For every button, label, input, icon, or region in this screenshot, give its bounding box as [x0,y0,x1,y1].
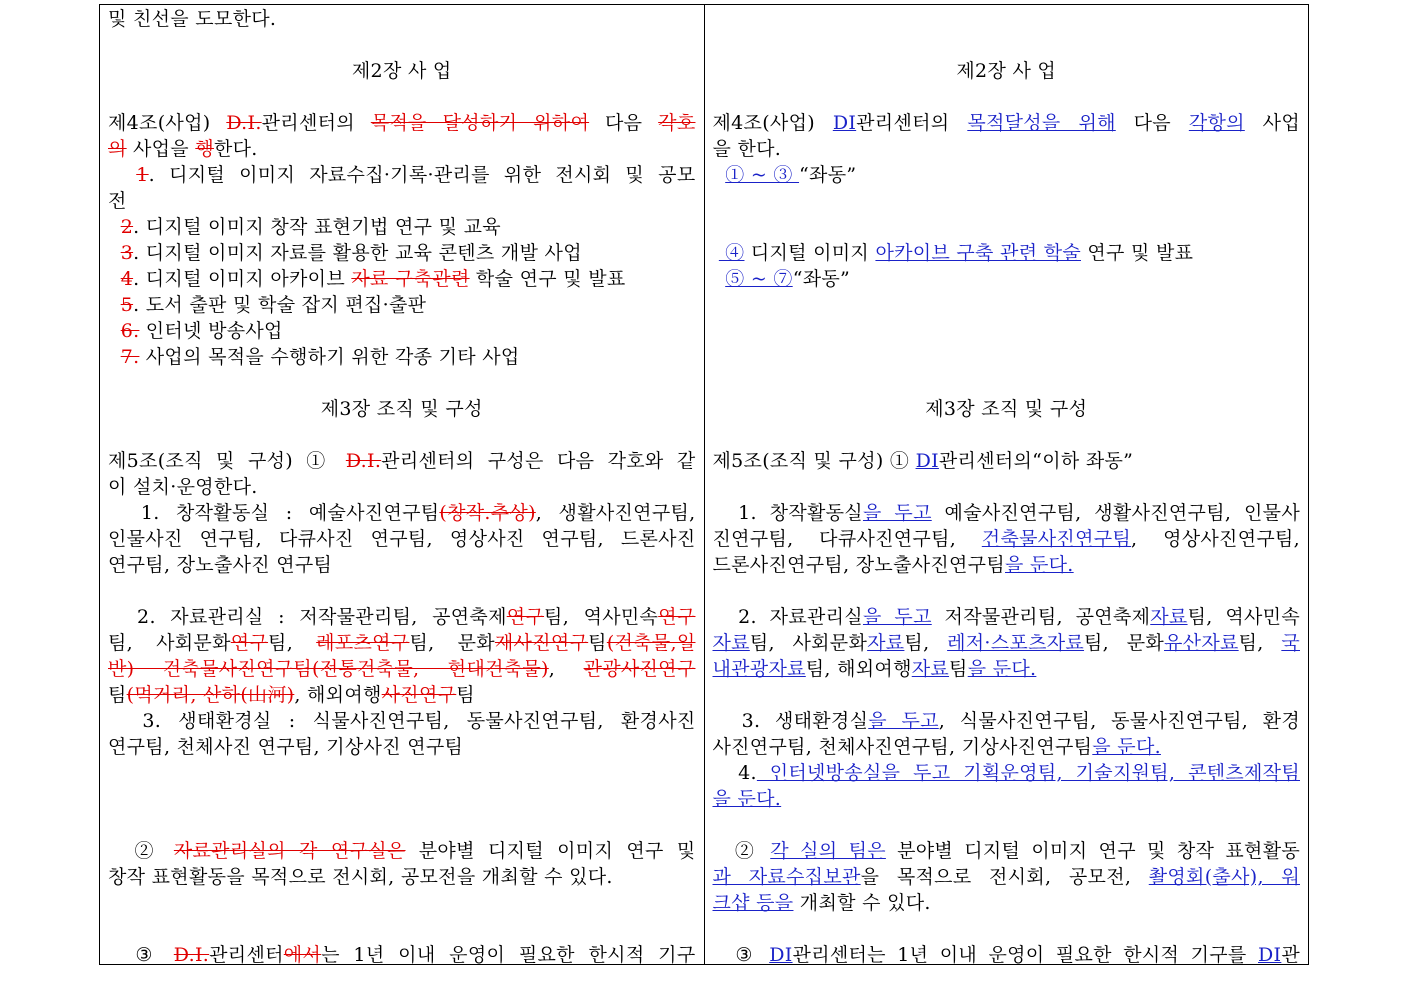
right-text-line [713,838,1301,864]
text-segment: 2. 자료관리실 [712,606,863,628]
text-segment: , 영상사진연구팀, [1131,528,1300,550]
text-segment: 사업 [1244,112,1300,134]
deleted-text: 행 [195,138,214,160]
left-text-line [108,240,696,266]
left-text-line [108,552,696,578]
text-segment: 관리센터의 [261,112,371,134]
text-segment: 1. 창작활동실 : 예술사진연구팀 [108,502,440,524]
text-segment [108,294,121,316]
text-segment: 2. 자료관리실 : 저작물관리팀, 공연축제 [108,606,507,628]
left-text-line [108,58,696,84]
text-segment: 을 목적으로 전시회, 공모전, [860,866,1149,888]
text-segment: 제2장 사 업 [956,60,1057,82]
inserted-text: 레저·스포츠자료 [947,632,1085,654]
text-segment: 연구팀, 장노출사진 연구팀 [108,554,333,576]
inserted-text: 자료 [867,632,905,654]
text-segment: ③ [108,944,174,964]
inserted-text: 유산자료 [1164,632,1239,654]
left-text-line [108,110,696,136]
inserted-text: DI [1258,944,1282,964]
text-segment: 팀, 역사민속 [1187,606,1300,628]
text-segment [108,164,136,186]
text-segment: 연구 및 발표 [1081,242,1194,264]
text-segment: 관리센터는 1년 이내 운영이 필요한 한시적 기구를 [792,944,1258,964]
inserted-text: 건축물사진연구팀 [981,528,1132,550]
text-segment [108,268,121,290]
revised-text-column [705,5,1309,964]
text-segment: 팀, 해외여행 [805,658,912,680]
deleted-text: 2 [120,216,134,238]
text-segment: 연구팀, 천체사진 연구팀, 기상사진 연구팀 [108,736,464,758]
text-segment: 제3장 조직 및 구성 [320,398,483,420]
deleted-text: 반) 건축물사진연구팀(전통건축물, 현대건축물) [108,658,549,680]
right-text-line [713,266,1301,292]
text-segment: ③ [712,944,770,964]
deleted-text: 3 [120,242,134,264]
text-segment: 는 1년 이내 운영이 필요한 한시적 기구 [321,944,696,964]
left-text-line [108,526,696,552]
text-segment: 디지털 이미지 [744,242,876,264]
deleted-text: 연구 [230,632,269,654]
inserted-text: 을 둔다. [1092,736,1161,758]
left-text-line [108,708,696,734]
text-segment [108,320,121,342]
text-segment: 팀, 문화 [1084,632,1165,654]
right-text-line [713,552,1301,578]
inserted-text: 자료 [712,632,750,654]
text-segment: “좌동” [799,164,857,186]
text-segment: 제2장 사 업 [351,60,452,82]
text-segment: , 해외여행 [294,684,382,706]
deleted-text: 6. [120,320,140,342]
inserted-text: DI [832,112,857,134]
right-text-line [713,240,1301,266]
text-segment: 진연구팀, 다큐사진연구팀, [712,528,982,550]
inserted-text: 과 자료수집보관 [712,866,861,888]
deleted-text: 연구 [658,606,696,628]
inserted-text: 크샵 등을 [712,892,794,914]
left-text-line [108,266,696,292]
right-text-line [713,136,1301,162]
text-segment: 팀 [108,684,127,706]
left-text-line [108,188,696,214]
text-segment: 관 [1281,944,1300,964]
deleted-text: 사진연구 [381,684,457,706]
right-text-line [713,162,1301,188]
right-text-line [713,500,1301,526]
inserted-text: 을 두고 [862,606,932,628]
inserted-text: 을 둔다. [967,658,1037,680]
left-text-line [108,214,696,240]
inserted-text: 인터넷방송실을 두고 기획운영팀, 기술지원팀, 콘텐츠제작팀 [756,762,1300,784]
text-segment: 팀, 사회문화 [749,632,868,654]
inserted-text: DI [915,450,939,472]
text-segment: ② [712,840,771,862]
text-segment: 다음 [1115,112,1189,134]
text-segment: 관리센터의“이하 좌동” [938,450,1134,472]
text-segment: 전 [108,190,127,212]
deleted-text: 7. [120,346,140,368]
inserted-text: 자료 [1150,606,1188,628]
text-segment [108,242,121,264]
text-segment: . 디지털 이미지 아카이브 [133,268,352,290]
text-segment: 한다. [213,138,258,160]
text-segment: . 도서 출판 및 학술 잡지 편집·출판 [133,294,427,316]
inserted-text: 아카이브 구축 관련 학술 [875,242,1081,264]
inserted-text: 자료 [911,658,950,680]
text-segment: 을 한다. [712,138,782,160]
text-segment: . 디지털 이미지 창작 표현기법 연구 및 교육 [133,216,501,238]
text-segment: ② [108,840,174,862]
left-text-line [108,318,696,344]
text-segment: 학술 연구 및 발표 [469,268,626,290]
text-segment [713,268,726,290]
text-segment: 다음 [589,112,659,134]
text-segment: 팀, [1238,632,1282,654]
text-segment: 제4조(사업) [108,112,227,134]
text-segment: 팀, [268,632,317,654]
text-segment: 팀, 문화 [409,632,495,654]
inserted-text: 국 [1281,632,1300,654]
text-segment: 관리센터의 [856,112,968,134]
right-text-line [713,630,1301,656]
right-text-line [713,864,1301,890]
deleted-text: 자료관리실의 각 연구실은 [173,840,406,862]
text-segment: 3. 생태환경실 : 식물사진연구팀, 동물사진연구팀, 환경사진 [108,710,696,732]
text-segment: 팀 [949,658,968,680]
inserted-text: ⑤ ~ ⑦ [725,268,793,290]
deleted-text: (먹거리, 산하(山河) [126,684,295,706]
text-segment: 관리센터 [209,944,284,964]
right-text-line [713,396,1301,422]
inserted-text: ① ~ ③ [725,164,800,186]
right-text-line [713,656,1301,682]
left-text-line [108,474,696,500]
right-text-line [713,890,1301,916]
text-segment: 제5조(조직 및 구성) ① [108,450,346,472]
text-segment: 1. 창작활동실 [712,502,863,524]
text-segment: 팀, 사회문화 [108,632,231,654]
text-segment: . 디지털 이미지 자료를 활용한 교육 콘텐츠 개발 사업 [133,242,582,264]
right-text-line [713,110,1301,136]
deleted-text: D.I. [226,112,262,134]
text-segment: 예술사진연구팀, 생활사진연구팀, 인물사 [931,502,1300,524]
current-text-column [100,5,705,964]
inserted-text: 을 두고 [862,502,932,524]
right-text-line [713,760,1301,786]
text-segment: 개최할 수 있다. [793,892,931,914]
left-text-line [108,136,696,162]
inserted-text: 목적달성을 위해 [967,112,1116,134]
left-text-line [108,396,696,422]
deleted-text: (창작.추상) [439,502,536,524]
inserted-text: 내관광자료 [712,658,806,680]
inserted-text: 각항의 [1188,112,1245,134]
deleted-text: 5 [120,294,134,316]
deleted-text: 1 [136,164,149,186]
text-segment: , 생활사진연구팀, [535,502,696,524]
inserted-text: 을 두고 [868,710,939,732]
right-text-line [713,942,1301,964]
text-segment: 사업을 [126,138,196,160]
deleted-text: 의 [108,138,127,160]
text-segment: 사진연구팀, 천체사진연구팀, 기상사진연구팀 [712,736,1093,758]
deleted-text: (건축물,일 [606,632,696,654]
text-segment: 제5조(조직 및 구성) ① [712,450,916,472]
inserted-text: 을 둔다. [1005,554,1074,576]
text-segment: 3. 생태환경실 [712,710,869,732]
deleted-text: 각호 [658,112,696,134]
text-segment: 이 설치·운영한다. [108,476,258,498]
text-segment [108,346,121,368]
text-segment: 인터넷 방송사업 [139,320,283,342]
comparison-table [99,4,1309,965]
right-text-line [713,708,1301,734]
left-text-line [108,162,696,188]
text-segment: 관리센터의 구성은 다음 각호와 같 [381,450,696,472]
text-segment: 팀, [904,632,948,654]
text-segment: 사업의 목적을 수행하기 위한 각종 기타 사업 [139,346,520,368]
left-text-line [108,838,696,864]
deleted-text: 4 [120,268,134,290]
right-text-line [713,58,1301,84]
text-segment: , [548,658,584,680]
left-text-line [108,292,696,318]
right-text-line [713,786,1301,812]
text-segment: , 식물사진연구팀, 동물사진연구팀, 환경 [938,710,1300,732]
left-text-line [108,630,696,656]
text-segment: 및 친선을 도모한다. [108,8,277,30]
left-text-line [108,682,696,708]
text-segment: 드론사진연구팀, 장노출사진연구팀 [712,554,1005,576]
right-text-line [713,604,1301,630]
text-segment: “좌동” [792,268,851,290]
deleted-text: 관광사진연구 [583,658,696,680]
right-text-line [713,734,1301,760]
deleted-text: 연구 [506,606,545,628]
text-segment: 인물사진 연구팀, 다큐사진 연구팀, 영상사진 연구팀, 드론사진 [108,528,696,550]
inserted-text: 을 둔다. [712,788,782,810]
left-text-line [108,734,696,760]
right-text-line [713,526,1301,552]
inserted-text: 각 실의 팀은 [770,840,886,862]
left-text-line [108,500,696,526]
inserted-text: ④ [718,242,745,264]
left-text-line [108,344,696,370]
left-text-line [108,864,696,890]
inserted-text: DI [769,944,793,964]
text-segment: 분야별 디지털 이미지 연구 및 [405,840,696,862]
deleted-text: 레포츠연구 [316,632,410,654]
text-segment: 분야별 디지털 이미지 연구 및 창작 표현활동 [885,840,1300,862]
text-segment: 제4조(사업) [712,112,833,134]
right-text-line [713,448,1301,474]
text-segment: 팀, 역사민속 [544,606,659,628]
text-segment: 팀 [588,632,607,654]
text-segment [713,164,726,186]
deleted-text: 재사진연구 [494,632,589,654]
text-segment [108,216,121,238]
deleted-text: D.I. [173,944,210,964]
text-segment: 제3장 조직 및 구성 [925,398,1088,420]
deleted-text: 자료 구축관련 [351,268,470,290]
text-segment: . 디지털 이미지 자료수집·기록·관리를 위한 전시회 및 공모 [148,164,696,186]
deleted-text: 목적을 달성하기 위하여 [370,112,590,134]
text-segment: 저작물관리팀, 공연축제 [931,606,1151,628]
inserted-text: 촬영회(출사), 워 [1148,866,1300,888]
text-segment: 4. [712,762,757,784]
text-segment: 팀 [456,684,475,706]
deleted-text: D.I. [345,450,382,472]
left-text-line [108,942,696,964]
left-text-line [108,604,696,630]
left-text-line [108,448,696,474]
deleted-text: 에서 [283,944,322,964]
text-segment: 창작 표현활동을 목적으로 전시회, 공모전을 개최할 수 있다. [108,866,613,888]
left-text-line [108,656,696,682]
left-text-line [108,6,696,32]
